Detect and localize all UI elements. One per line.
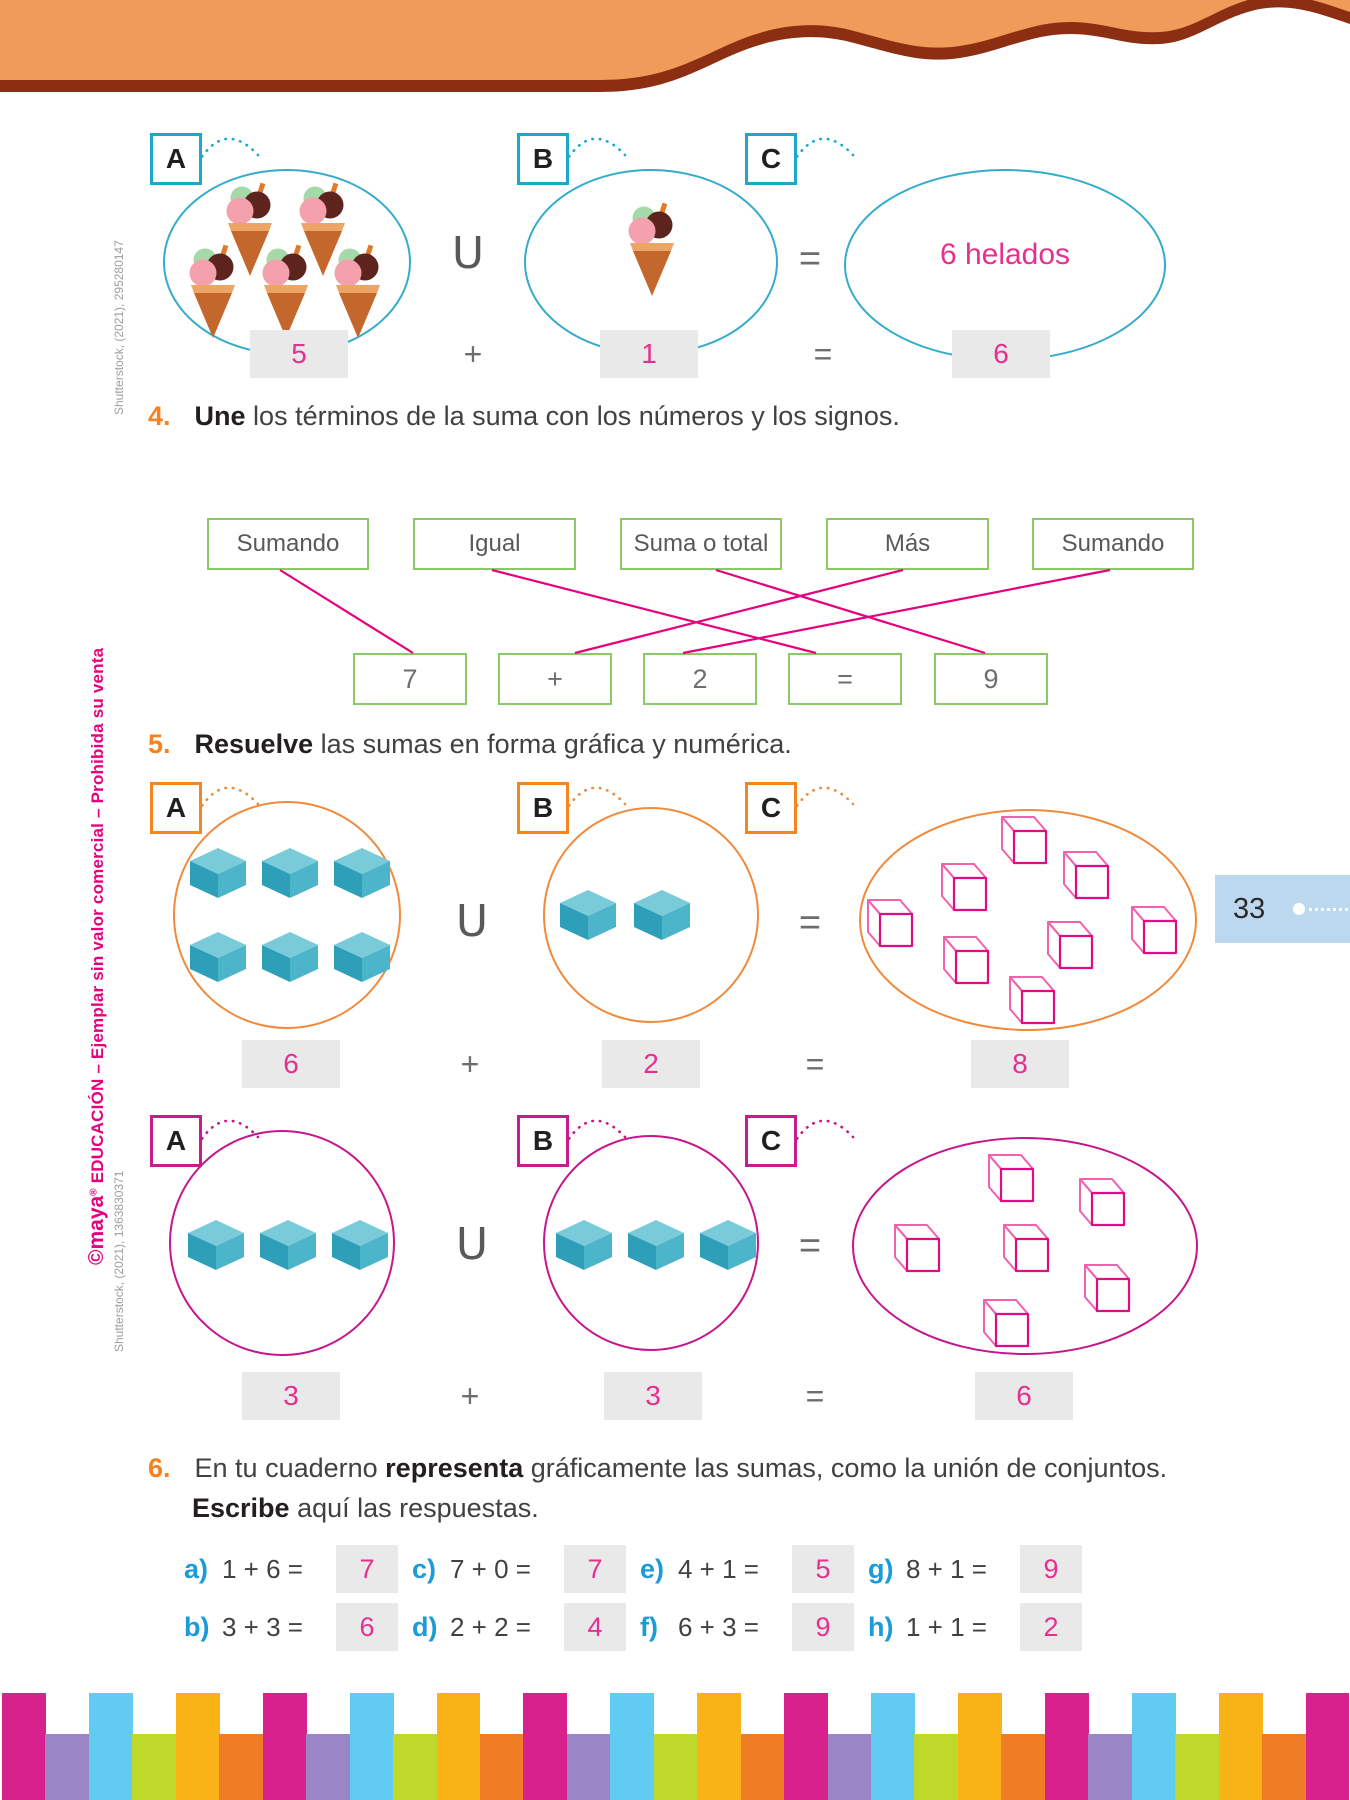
value-box-2[interactable]: 2 bbox=[643, 653, 757, 705]
outline-cube-icon bbox=[1132, 907, 1176, 953]
plus-symbol: + bbox=[463, 336, 483, 372]
footer-bar bbox=[1219, 1693, 1263, 1800]
exercise4-title: los términos de la suma con los números y los signos. bbox=[245, 401, 900, 431]
exercise6-bold: representa bbox=[385, 1453, 524, 1483]
set-c-letter: C bbox=[760, 792, 782, 823]
footer-bar bbox=[697, 1693, 741, 1800]
set-c-result-text: 6 helados bbox=[939, 238, 1071, 271]
answer-expression: 1 + 1 = bbox=[906, 1611, 987, 1642]
row1-set-c-label-box bbox=[745, 782, 797, 834]
set-a-letter: A bbox=[165, 1125, 187, 1156]
term-box-sumando-1[interactable]: Sumando bbox=[207, 518, 369, 570]
plus-symbol: + bbox=[460, 1046, 480, 1082]
footer-bar bbox=[437, 1693, 481, 1800]
exercise5-number: 5. bbox=[148, 729, 171, 759]
cube-icon bbox=[334, 848, 390, 898]
set-c-label-box bbox=[745, 133, 797, 185]
addend1-box[interactable]: 5 bbox=[250, 330, 348, 378]
exercise5-title-bold: Resuelve bbox=[194, 729, 314, 759]
answer-box[interactable]: 7 bbox=[336, 1545, 398, 1593]
term-box-igual[interactable]: Igual bbox=[413, 518, 576, 570]
outline-cube-icon bbox=[1064, 852, 1108, 898]
set-c-letter: C bbox=[760, 143, 782, 174]
outline-cube-icon bbox=[1085, 1265, 1129, 1311]
exercise6-text: gráficamente las sumas, como la unión de conjuntos. bbox=[523, 1453, 1168, 1483]
photo-credit-bottom: Shutterstock, (2021), 1363830371 bbox=[112, 1170, 126, 1352]
exercise5-title: las sumas en forma gráfica y numérica. bbox=[313, 729, 792, 759]
connection-line bbox=[280, 570, 413, 653]
row2-set-b-label-box bbox=[517, 1115, 569, 1167]
union-symbol: U bbox=[451, 228, 485, 279]
answer-expression: 8 + 1 = bbox=[906, 1553, 987, 1584]
row2-addend1-box[interactable]: 3 bbox=[242, 1372, 340, 1420]
row1-addend1-box[interactable]: 6 bbox=[242, 1040, 340, 1088]
ice-cream-icon bbox=[263, 245, 309, 338]
row2-addend2-box[interactable]: 3 bbox=[604, 1372, 702, 1420]
exercise4-title-bold: Une bbox=[194, 401, 246, 431]
ice-cream-icon bbox=[629, 203, 675, 296]
footer-bar bbox=[350, 1693, 394, 1800]
set-b-letter: B bbox=[532, 792, 554, 823]
cube-icon bbox=[700, 1220, 756, 1270]
exercise4-heading bbox=[148, 398, 900, 434]
footer-bar bbox=[306, 1734, 350, 1800]
footer-bar bbox=[219, 1734, 263, 1800]
cube-icon bbox=[190, 932, 246, 982]
footer-bar bbox=[828, 1734, 872, 1800]
tab-dotted-line bbox=[1309, 908, 1348, 911]
answer-cell-e bbox=[640, 1545, 854, 1593]
cube-icon bbox=[260, 1220, 316, 1270]
row2-set-c-label-box bbox=[745, 1115, 797, 1167]
term-box-mas[interactable]: Más bbox=[826, 518, 989, 570]
answer-cell-a bbox=[184, 1545, 398, 1593]
set-a-letter: A bbox=[165, 792, 187, 823]
answer-expression: 6 + 3 = bbox=[678, 1611, 759, 1642]
ice-cream-icon bbox=[300, 183, 346, 276]
cube-icon bbox=[628, 1220, 684, 1270]
cube-icon bbox=[190, 848, 246, 898]
equals-symbol: = bbox=[798, 902, 822, 944]
answer-cell-b bbox=[184, 1603, 398, 1651]
set-a-label-box bbox=[150, 133, 202, 185]
set-b-letter: B bbox=[532, 143, 554, 174]
union-symbol: U bbox=[455, 896, 489, 947]
footer-bar bbox=[567, 1734, 611, 1800]
exercise6-text: aquí las respuestas. bbox=[289, 1493, 539, 1523]
answer-cell-f bbox=[640, 1603, 854, 1651]
row1-sum-box[interactable]: 8 bbox=[971, 1040, 1069, 1088]
footer-bar bbox=[480, 1734, 524, 1800]
ice-cream-icon bbox=[335, 245, 381, 338]
exercise5-heading bbox=[148, 726, 792, 762]
exercise4-number: 4. bbox=[148, 401, 171, 431]
value-box-plus[interactable]: + bbox=[498, 653, 612, 705]
outline-cube-icon bbox=[895, 1225, 939, 1271]
answer-cell-d bbox=[412, 1603, 626, 1651]
answer-cell-g bbox=[868, 1545, 1082, 1593]
set-c-letter: C bbox=[760, 1125, 782, 1156]
answer-letter: g) bbox=[868, 1553, 894, 1584]
footer-bar bbox=[393, 1734, 437, 1800]
answer-cell-c bbox=[412, 1545, 626, 1593]
answer-expression: 4 + 1 = bbox=[678, 1553, 759, 1584]
footer-bar bbox=[263, 1693, 307, 1800]
sum-box[interactable]: 6 bbox=[952, 330, 1050, 378]
outline-cube-icon bbox=[1004, 1225, 1048, 1271]
footer-bar bbox=[741, 1734, 785, 1800]
footer-color-bars bbox=[0, 1690, 1350, 1800]
exercise6-text: En tu cuaderno bbox=[194, 1453, 386, 1483]
outline-cube-icon bbox=[1010, 977, 1054, 1023]
outline-cube-icon bbox=[1002, 817, 1046, 863]
cube-icon bbox=[188, 1220, 244, 1270]
row1-addend2-box[interactable]: 2 bbox=[602, 1040, 700, 1088]
footer-bar bbox=[654, 1734, 698, 1800]
value-box-9[interactable]: 9 bbox=[934, 653, 1048, 705]
footer-bar bbox=[523, 1693, 567, 1800]
publisher-text: EDUCACIÓN – Ejemplar sin valor comercial – Prohibida su venta bbox=[88, 647, 107, 1189]
answer-letter: h) bbox=[868, 1611, 894, 1642]
footer-bar bbox=[784, 1693, 828, 1800]
footer-bar bbox=[176, 1693, 220, 1800]
answer-box[interactable]: 6 bbox=[336, 1603, 398, 1651]
answer-box[interactable]: 2 bbox=[1020, 1603, 1082, 1651]
answer-box[interactable]: 7 bbox=[564, 1545, 626, 1593]
connection-line bbox=[492, 570, 816, 653]
outline-cube-icon bbox=[942, 864, 986, 910]
exercise6-bold: Escribe bbox=[192, 1493, 290, 1523]
footer-bar bbox=[132, 1734, 176, 1800]
value-box-7[interactable]: 7 bbox=[353, 653, 467, 705]
footer-bar bbox=[1088, 1734, 1132, 1800]
matching-lines bbox=[140, 560, 1210, 660]
answer-cell-h bbox=[868, 1603, 1082, 1651]
exercise6-number: 6. bbox=[148, 1453, 171, 1483]
cube-icon bbox=[556, 1220, 612, 1270]
cube-sets-row1-diagram bbox=[120, 770, 1230, 1040]
row1-set-a-label-box bbox=[150, 782, 202, 834]
exercise6-heading-line2 bbox=[192, 1490, 539, 1526]
union-symbol: U bbox=[455, 1219, 489, 1270]
answer-expression: 1 + 6 = bbox=[222, 1553, 303, 1584]
footer-bar bbox=[2, 1693, 46, 1800]
equals-symbol: = bbox=[798, 238, 822, 280]
cube-icon bbox=[560, 890, 616, 940]
footer-bar bbox=[1175, 1734, 1219, 1800]
cube-icon bbox=[634, 890, 690, 940]
set-a-letter: A bbox=[165, 143, 187, 174]
publisher-logo: ©maya bbox=[85, 1195, 108, 1265]
row1-set-b-label-box bbox=[517, 782, 569, 834]
cube-icon bbox=[332, 1220, 388, 1270]
set-b-label-box bbox=[517, 133, 569, 185]
answer-letter: e) bbox=[640, 1553, 665, 1584]
page-number: 33 bbox=[1233, 892, 1266, 925]
footer-bar bbox=[89, 1693, 133, 1800]
set-a-circle bbox=[174, 802, 400, 1028]
footer-bar bbox=[1262, 1734, 1306, 1800]
footer-bar bbox=[1132, 1693, 1176, 1800]
term-box-suma-o-total[interactable]: Suma o total bbox=[620, 518, 782, 570]
answer-expression: 3 + 3 = bbox=[222, 1611, 303, 1642]
answer-expression: 7 + 0 = bbox=[450, 1553, 531, 1584]
answer-expression: 2 + 2 = bbox=[450, 1611, 531, 1642]
answer-box[interactable]: 9 bbox=[792, 1603, 854, 1651]
outline-cube-icon bbox=[989, 1155, 1033, 1201]
equals-symbol: = bbox=[798, 1225, 822, 1267]
cube-icon bbox=[262, 932, 318, 982]
top-band-decoration bbox=[0, 0, 1350, 100]
photo-credit-top: Shutterstock, (2021), 295280147 bbox=[112, 240, 126, 415]
set-b-letter: B bbox=[532, 1125, 554, 1156]
plus-symbol: + bbox=[460, 1378, 480, 1414]
footer-bar bbox=[1045, 1693, 1089, 1800]
publisher-watermark bbox=[85, 648, 109, 1265]
footer-bar bbox=[871, 1693, 915, 1800]
footer-bar bbox=[610, 1693, 654, 1800]
answer-letter: b) bbox=[184, 1611, 210, 1642]
answer-letter: f) bbox=[640, 1611, 658, 1642]
cube-icon bbox=[334, 932, 390, 982]
answer-letter: a) bbox=[184, 1553, 209, 1584]
outline-cube-icon bbox=[868, 900, 912, 946]
equals-symbol: = bbox=[813, 336, 833, 372]
footer-bar bbox=[45, 1734, 89, 1800]
outline-cube-icon bbox=[1080, 1179, 1124, 1225]
cube-sets-row2-diagram bbox=[120, 1100, 1230, 1380]
outline-cube-icon bbox=[944, 937, 988, 983]
connection-line bbox=[683, 570, 1110, 653]
row2-sum-box[interactable]: 6 bbox=[975, 1372, 1073, 1420]
cube-icon bbox=[262, 848, 318, 898]
equals-symbol: = bbox=[805, 1046, 825, 1082]
row2-set-a-label-box bbox=[150, 1115, 202, 1167]
page-number-tab bbox=[1215, 875, 1350, 943]
answer-box[interactable]: 9 bbox=[1020, 1545, 1082, 1593]
footer-bar bbox=[958, 1693, 1002, 1800]
term-box-sumando-2[interactable]: Sumando bbox=[1032, 518, 1194, 570]
footer-bar bbox=[1001, 1734, 1045, 1800]
outline-cube-icon bbox=[1048, 922, 1092, 968]
answer-box[interactable]: 5 bbox=[792, 1545, 854, 1593]
answer-letter: c) bbox=[412, 1553, 437, 1584]
value-box-equals[interactable]: = bbox=[788, 653, 902, 705]
outline-cube-icon bbox=[984, 1300, 1028, 1346]
equals-symbol: = bbox=[805, 1378, 825, 1414]
ice-cream-icon bbox=[227, 183, 273, 276]
answer-box[interactable]: 4 bbox=[564, 1603, 626, 1651]
addend2-box[interactable]: 1 bbox=[600, 330, 698, 378]
exercise6-heading-line1 bbox=[148, 1450, 1167, 1486]
answer-letter: d) bbox=[412, 1611, 438, 1642]
set-c-ellipse bbox=[853, 1138, 1197, 1354]
tab-dot-icon bbox=[1293, 903, 1305, 915]
registered-mark: ® bbox=[88, 1188, 100, 1196]
footer-bar bbox=[914, 1734, 958, 1800]
footer-bar bbox=[1306, 1693, 1350, 1800]
